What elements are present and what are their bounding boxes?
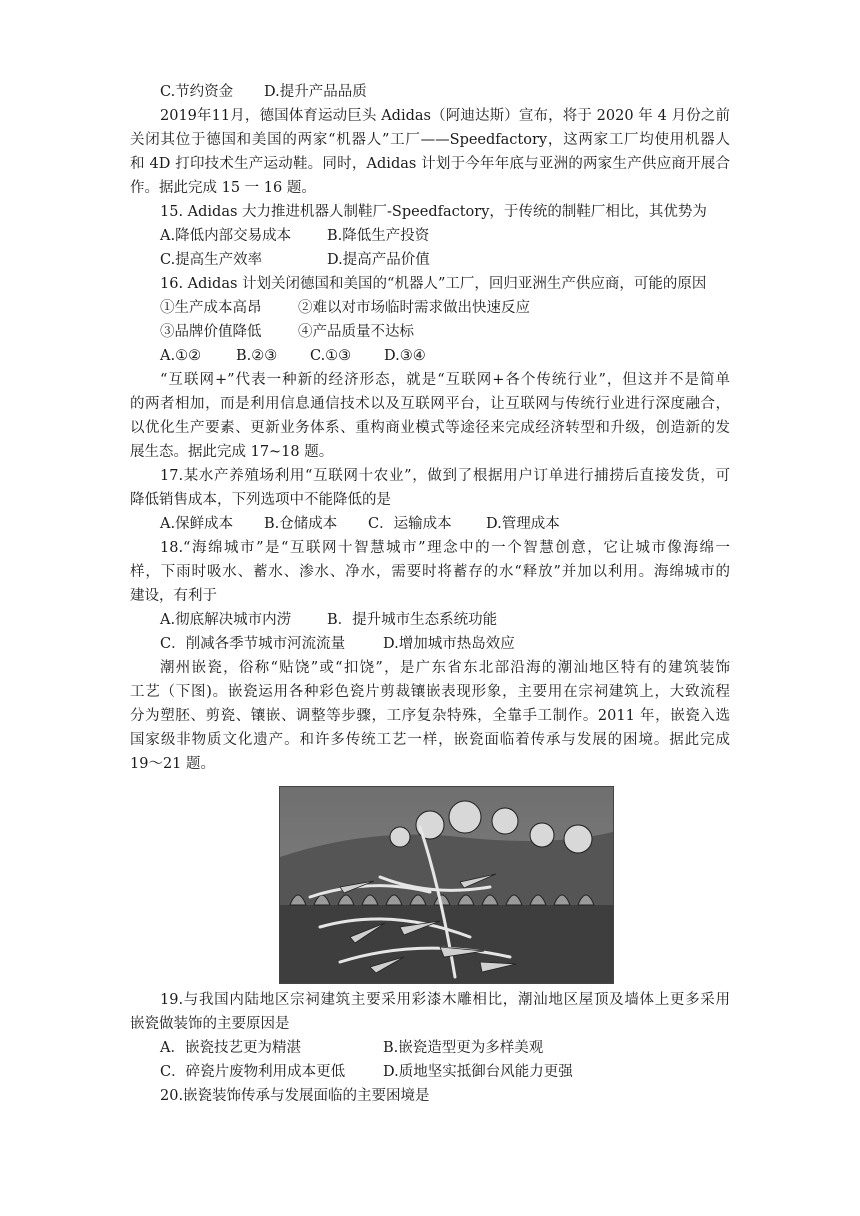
- q19-option-c: C．碎瓷片废物利用成本更低: [160, 1064, 346, 1080]
- passage-adidas-line: 作。据此完成 15 一 16 题。: [130, 180, 316, 196]
- passage-adidas-line: 关闭其位于德国和美国的两家“机器人”工厂——Speedfactory，这两家工厂均使用机器人: [130, 132, 730, 148]
- passage-chaozhou-line: 工艺（下图)。嵌瓷运用各种彩色瓷片剪裁镶嵌表现形象，主要用在宗祠建筑上，大致流程: [130, 684, 730, 700]
- q16-option-a: A.①②: [160, 348, 202, 364]
- passage-internet-line: 的两者相加，而是利用信息通信技术以及互联网平台，让互联网与传统行业进行深度融合，: [130, 396, 730, 412]
- q18-option-b: B．提升城市生态系统功能: [327, 612, 498, 628]
- passage-chaozhou-line: 国家级非物质文化遗产。和许多传统工艺一样，嵌瓷面临着传承与发展的困境。据此完成: [130, 732, 730, 748]
- q14-option-c: C.节约资金: [160, 84, 234, 100]
- q16-item-4: ④产品质量不达标: [298, 324, 414, 340]
- question-17-stem: 17.某水产养殖场利用“互联网十农业”，做到了根据用户订单进行捕捞后直接发货，可: [160, 468, 730, 484]
- q14-option-d: D.提升产品品质: [264, 84, 367, 100]
- q15-option-c: C.提高生产效率: [160, 252, 263, 268]
- q15-option-d: D.提高产品价值: [327, 252, 430, 268]
- question-19-stem: 19.与我国内陆地区宗祠建筑主要采用彩漆木雕相比，潮汕地区屋顶及墙体上更多采用: [160, 992, 730, 1008]
- q16-item-3: ③品牌价值降低: [160, 324, 262, 340]
- q18-option-a: A.彻底解决城市内涝: [160, 612, 292, 628]
- roof-inlay-illustration: [280, 787, 613, 984]
- passage-chaozhou-line: 19～21 题。: [130, 756, 216, 772]
- q16-item-1: ①生产成本高昂: [160, 300, 262, 316]
- passage-chaozhou-line: 潮州嵌瓷，俗称“贴饶”或“扣饶”，是广东省东北部沿海的潮汕地区特有的建筑装饰: [160, 660, 730, 676]
- q16-item-2: ②难以对市场临时需求做出快速反应: [298, 300, 530, 316]
- q18-option-d: D.增加城市热岛效应: [383, 636, 515, 652]
- q17-option-c: C．运输成本: [368, 516, 452, 532]
- q16-option-b: B.②③: [236, 348, 278, 364]
- q19-option-d: D.质地坚实抵御台风能力更强: [383, 1064, 573, 1080]
- q19-option-a: A．嵌瓷技艺更为精湛: [160, 1040, 301, 1056]
- question-20-stem: 20.嵌瓷装饰传承与发展面临的主要困境是: [160, 1088, 430, 1104]
- question-16-stem: 16. Adidas 计划关闭德国和美国的“机器人”工厂，回归亚洲生产供应商，可能的原因: [160, 276, 707, 292]
- q15-option-b: B.降低生产投资: [327, 228, 430, 244]
- passage-chaozhou-line: 分为塑胚、剪瓷、镶嵌、调整等步骤，工序复杂特殊，全靠手工制作。2011 年，嵌瓷入选: [130, 708, 730, 724]
- q16-option-c: C.①③: [310, 348, 352, 364]
- question-19-stem: 嵌瓷做装饰的主要原因是: [130, 1016, 290, 1032]
- porcelain-inlay-photo: [279, 786, 614, 984]
- q17-option-d: D.管理成本: [486, 516, 560, 532]
- passage-internet-line: “互联网+”代表一种新的经济形态，就是“互联网+各个传统行业”，但这并不是简单: [160, 372, 730, 388]
- passage-adidas-line: 和 4D 打印技术生产运动鞋。同时，Adidas 计划于今年年底与亚洲的两家生产供应商开展合: [130, 156, 730, 172]
- q17-option-a: A.保鲜成本: [160, 516, 234, 532]
- question-18-stem: 建设，有利于: [130, 588, 217, 604]
- q16-option-d: D.③④: [384, 348, 426, 364]
- passage-adidas-line: 2019年11月，德国体育运动巨头 Adidas（阿迪达斯）宣布，将于 2020 年 4 月份之前: [160, 108, 730, 124]
- question-15-stem: 15. Adidas 大力推进机器人制鞋厂-Speedfactory，于传统的制鞋厂相比，其优势为: [160, 204, 707, 220]
- passage-internet-line: 以优化生产要素、更新业务体系、重构商业模式等途径来完成经济转型和升级，创造新的发: [130, 420, 730, 436]
- q15-option-a: A.降低内部交易成本: [160, 228, 292, 244]
- question-18-stem: 样，下雨时吸水、蓄水、渗水、净水，需要时将蓄存的水“释放”并加以利用。海绵城市的: [130, 564, 730, 580]
- passage-internet-line: 展生态。据此完成 17~18 题。: [130, 444, 334, 460]
- q18-option-c: C．削减各季节城市河流流量: [160, 636, 346, 652]
- q19-option-b: B.嵌瓷造型更为多样美观: [383, 1040, 544, 1056]
- question-18-stem: 18.“海绵城市”是“互联网十智慧城市”理念中的一个智慧创意，它让城市像海绵一: [160, 540, 730, 556]
- q17-option-b: B.仓储成本: [264, 516, 338, 532]
- question-17-stem: 降低销售成本，下列选项中不能降低的是: [130, 492, 391, 508]
